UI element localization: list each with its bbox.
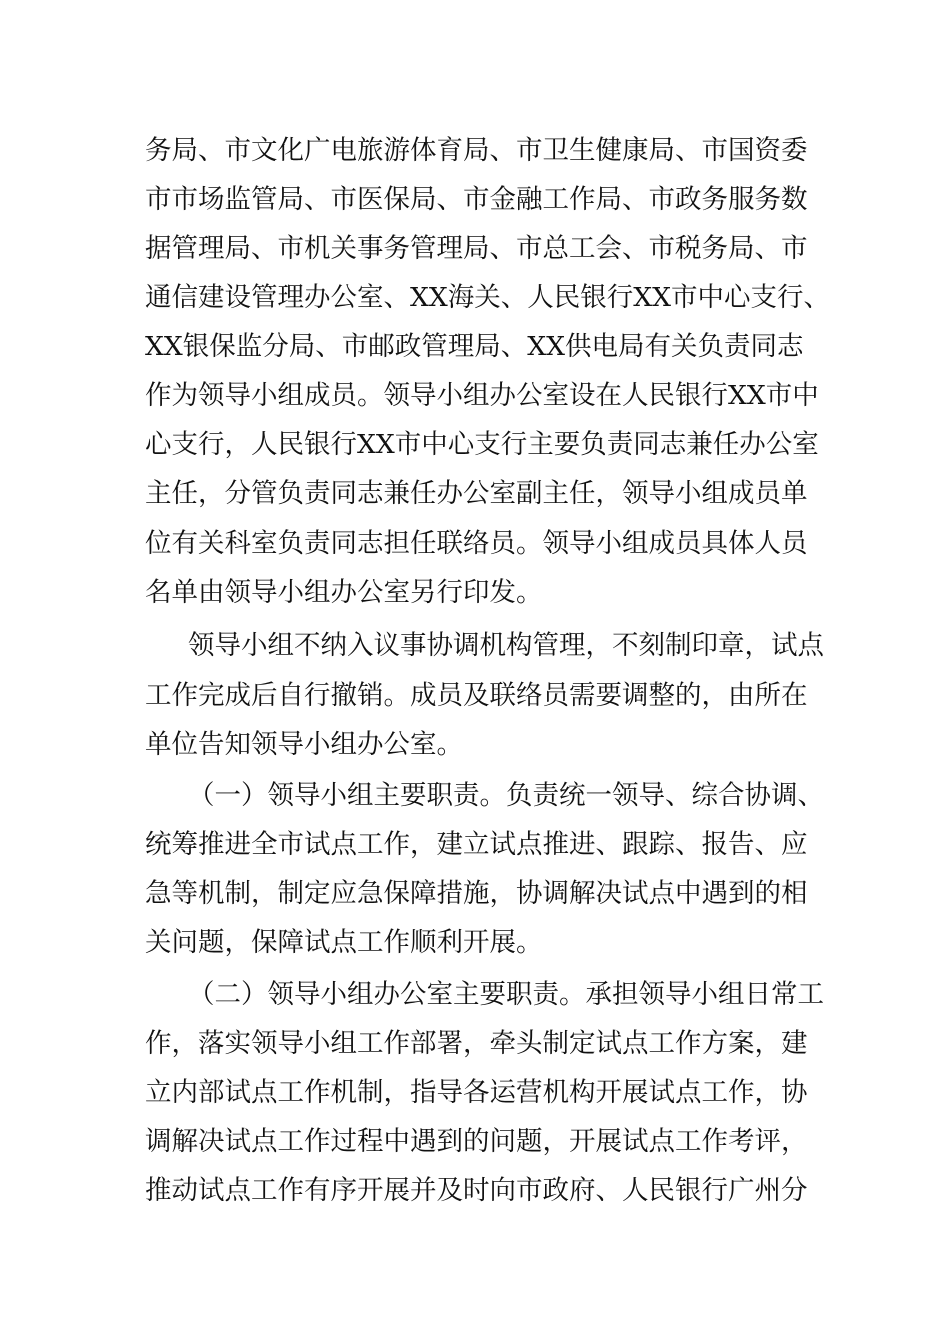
text-line: XX银保监分局、市邮政管理局、XX供电局有关负责同志 (145, 331, 804, 362)
text-line: 主任，分管负责同志兼任办公室副主任，领导小组成员单 (145, 478, 808, 509)
text-line: 推动试点工作有序开展并及时向市政府、人民银行广州分 (145, 1175, 808, 1206)
paragraph-first-line: （一）领导小组主要职责。负责统一领导、综合协调、 (188, 780, 824, 811)
text-line: 作，落实领导小组工作部署，牵头制定试点工作方案，建 (145, 1028, 808, 1059)
text-line: 关问题，保障试点工作顺利开展。 (145, 927, 543, 958)
text-line: 心支行，人民银行XX市中心支行主要负责同志兼任办公室 (145, 429, 819, 460)
text-line: 作为领导小组成员。领导小组办公室设在人民银行XX市中 (145, 380, 819, 411)
text-line: 单位告知领导小组办公室。 (145, 729, 463, 760)
text-line: 调解决试点工作过程中遇到的问题，开展试点工作考评， (145, 1126, 808, 1157)
text-line: 急等机制，制定应急保障措施，协调解决试点中遇到的相 (145, 878, 808, 909)
text-line: 位有关科室负责同志担任联络员。领导小组成员具体人员 (145, 528, 808, 559)
text-line: 市市场监管局、市医保局、市金融工作局、市政务服务数 (145, 184, 808, 215)
text-line: 统筹推进全市试点工作，建立试点推进、跟踪、报告、应 (145, 829, 808, 860)
text-line: 务局、市文化广电旅游体育局、市卫生健康局、市国资委 (145, 135, 808, 166)
text-line: 名单由领导小组办公室另行印发。 (145, 577, 543, 608)
text-line: 立内部试点工作机制，指导各运营机构开展试点工作，协 (145, 1077, 808, 1108)
text-line: 据管理局、市机关事务管理局、市总工会、市税务局、市 (145, 233, 808, 264)
paragraph-first-line: 领导小组不纳入议事协调机构管理，不刻制印章，试点 (188, 630, 824, 661)
text-line: 通信建设管理办公室、XX海关、人民银行XX市中心支行、 (145, 282, 830, 313)
text-line: 工作完成后自行撤销。成员及联络员需要调整的，由所在 (145, 680, 808, 711)
paragraph-first-line: （二）领导小组办公室主要职责。承担领导小组日常工 (188, 979, 824, 1010)
